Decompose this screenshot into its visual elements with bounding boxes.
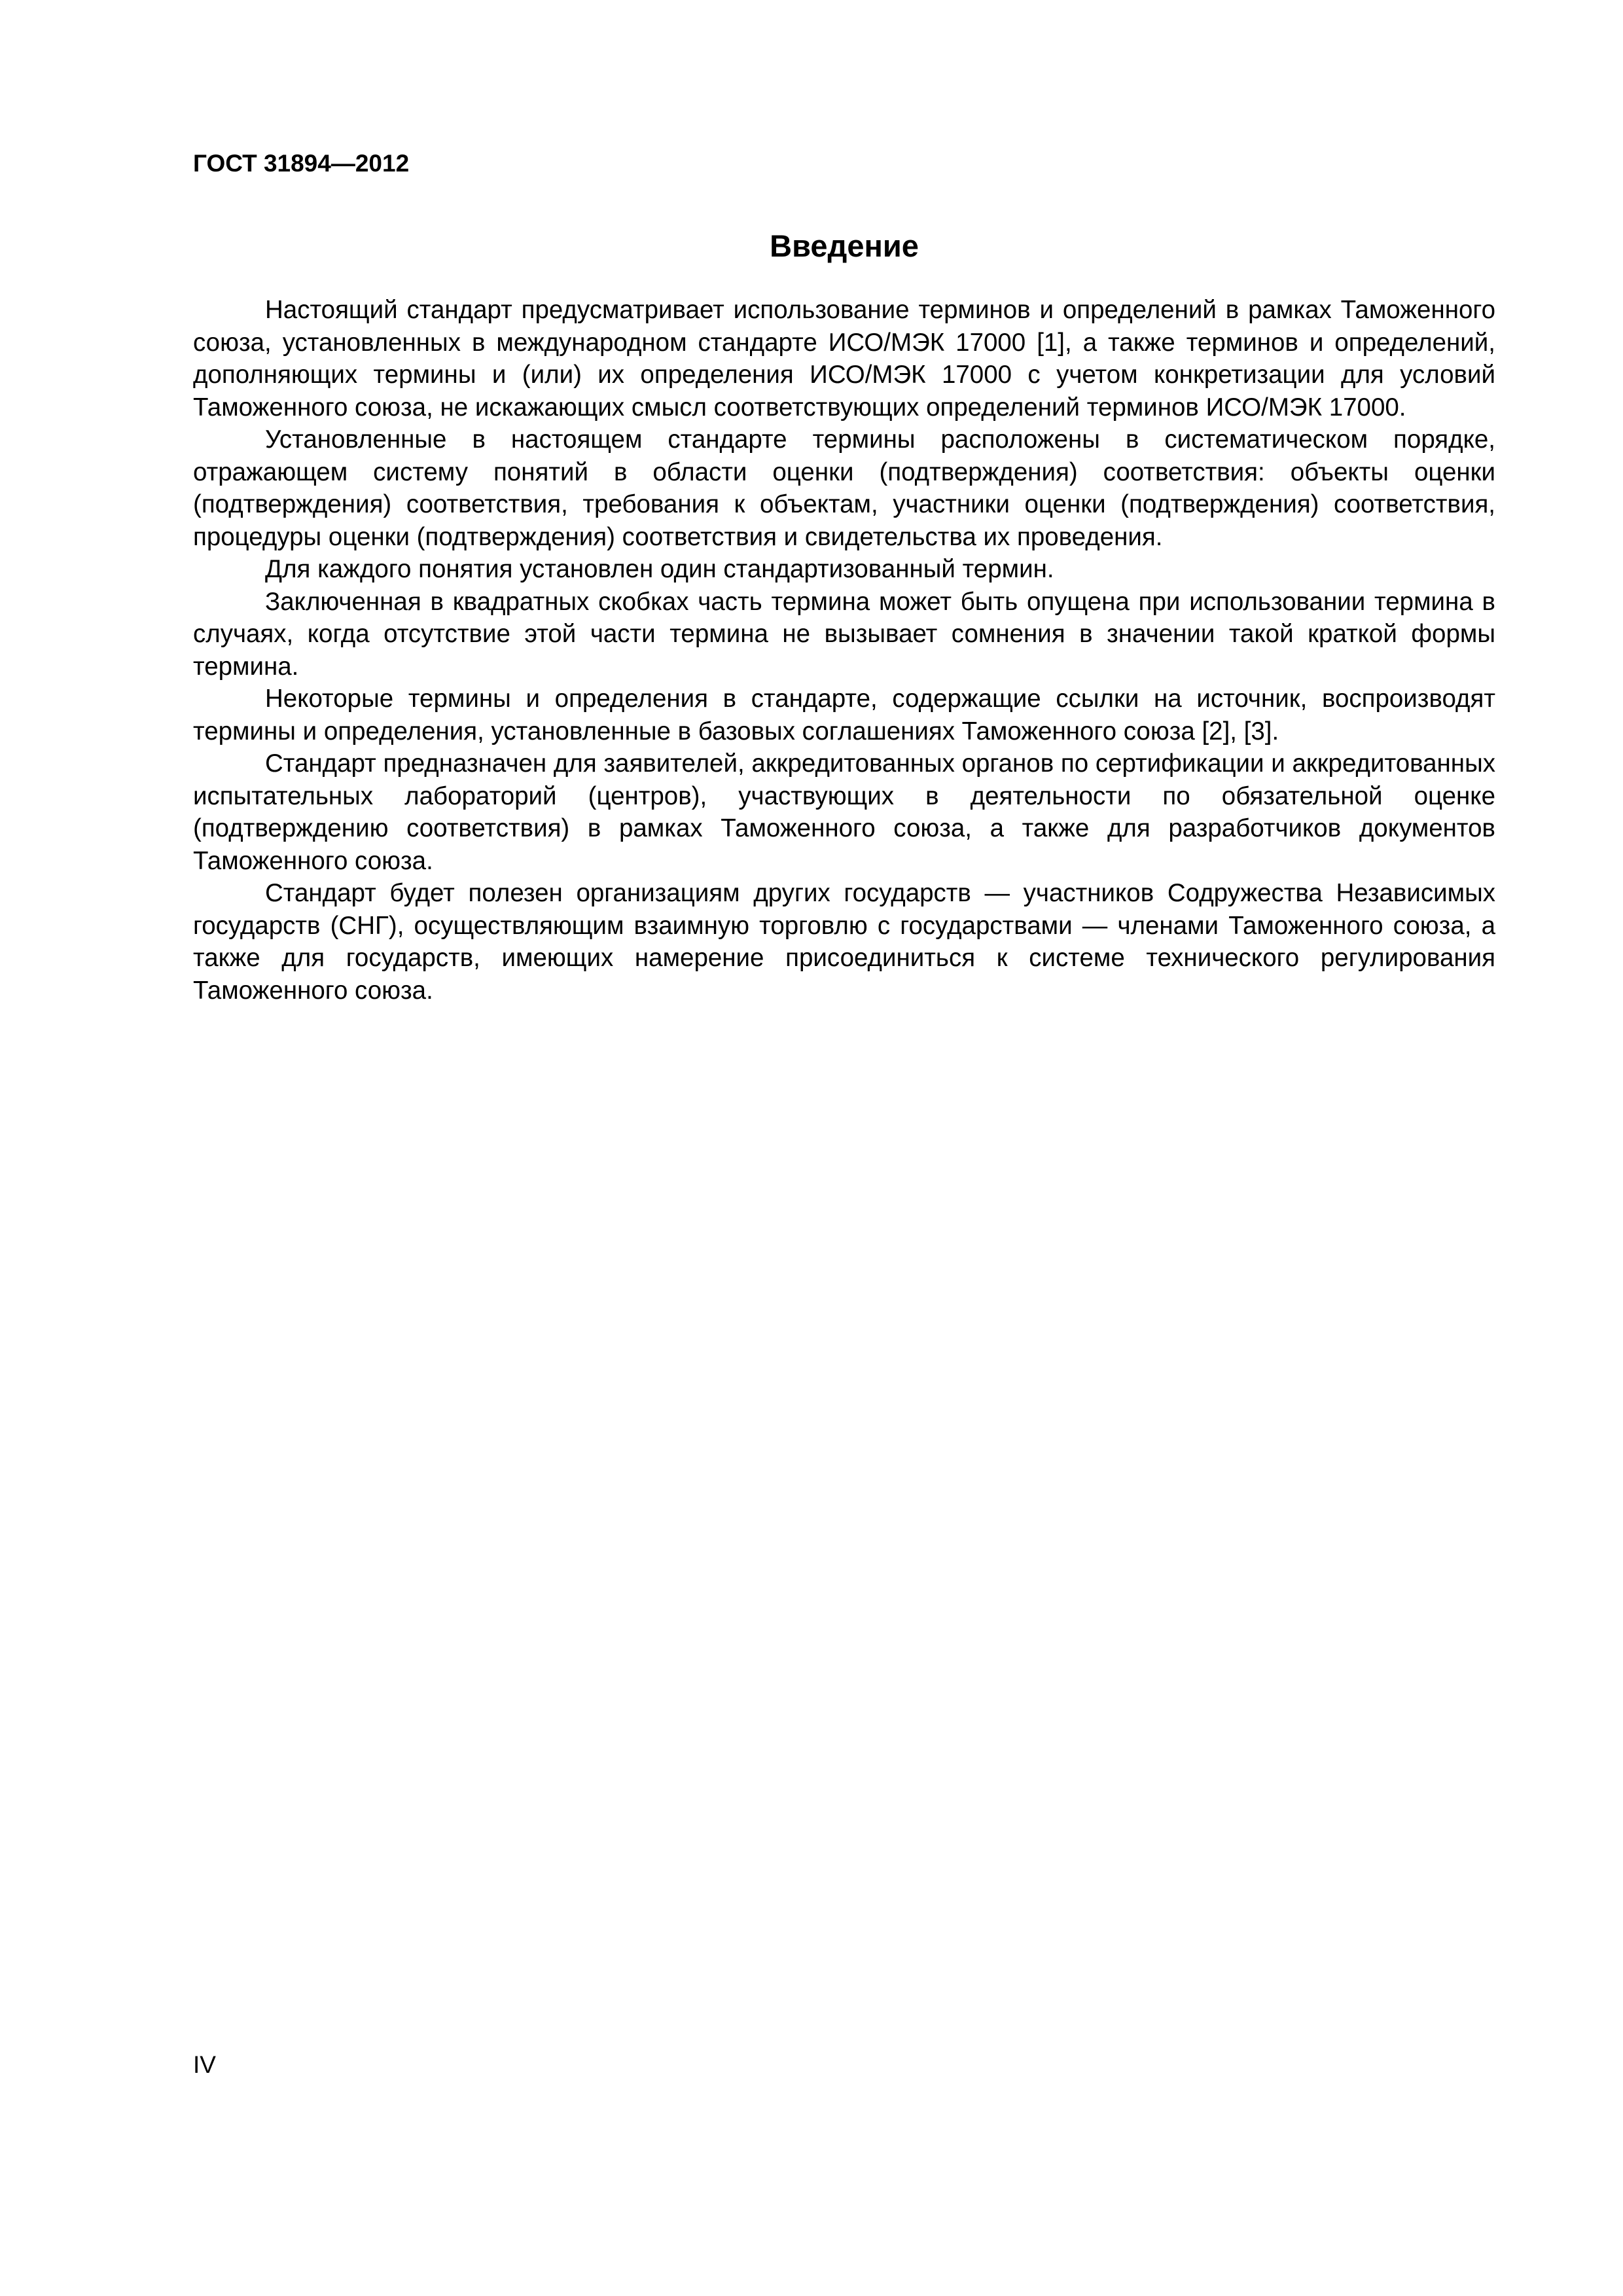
paragraph: Настоящий стандарт предусматривает использование терминов и определений в рамках Таможенного союза, установленных в международном стандарте ИСО/МЭК 17000 [1], а также терминов и определений, дополняющих термины и (или) их определения ИСО/МЭК 17000 с учетом конкретизации для условий Таможенного союза, не искажающих смысл соответствующих определений терминов ИСО/МЭК 17000. bbox=[193, 296, 1495, 422]
paragraph: Для каждого понятия установлен один стандартизованный термин. bbox=[265, 555, 1054, 583]
document-code: ГОСТ 31894—2012 bbox=[193, 150, 410, 177]
paragraph: Некоторые термины и определения в стандарте, содержащие ссылки на источник, воспроизводят термины и определения, установленные в базовых соглашениях Таможенного союза [2], [3]. bbox=[193, 685, 1495, 745]
body-text bbox=[193, 294, 1495, 1007]
section-title: Введение bbox=[770, 228, 919, 263]
paragraph: Установленные в настоящем стандарте термины расположены в систематическом порядке, отражающем систему понятий в области оценки (подтверждения) соответствия: объекты оценки (подтверждения) соответствия, требования к объектам, участники оценки (подтверждения) соответствия, процедуры оценки (подтверждения) соответствия и свидетельства их проведения. bbox=[193, 425, 1495, 551]
paragraph: Стандарт будет полезен организациям других государств — участников Содружества Независимых государств (СНГ), осуществляющим взаимную торговлю с государствами — членами Таможенного союза, а также для государств, имеющих намерение присоединиться к системе технического регулирования Таможенного союза. bbox=[193, 879, 1495, 1005]
paragraph: Заключенная в квадратных скобках часть термина может быть опущена при использовании термина в случаях, когда отсутствие этой части термина не вызывает сомнения в значении такой краткой формы термина. bbox=[193, 587, 1495, 681]
paragraph: Стандарт предназначен для заявителей, аккредитованных органов по сертификации и аккредитованных испытательных лабораторий (центров), участвующих в деятельности по обязательной оценке (подтверждению соответствия) в рамках Таможенного союза, а также для разработчиков документов Таможенного союза. bbox=[193, 749, 1495, 875]
page-number: IV bbox=[193, 2051, 216, 2078]
